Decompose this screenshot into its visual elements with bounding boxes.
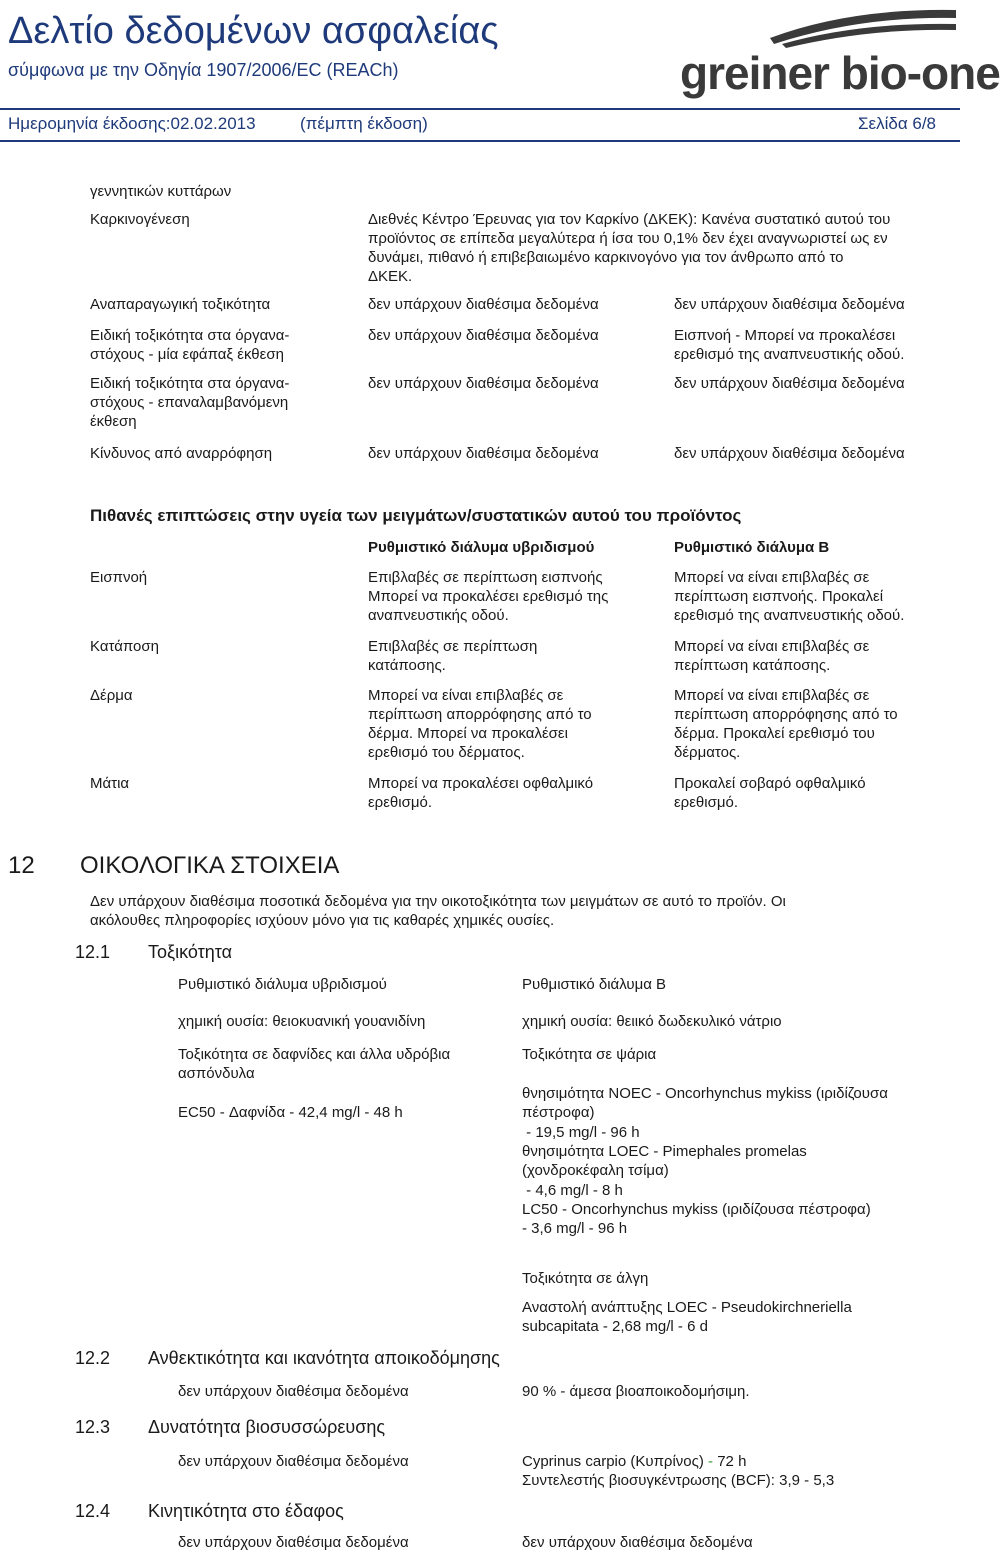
- fish-line: θνησιμότητα NOEC - Oncorhynchus mykiss (ιριδίζουσα: [522, 1085, 888, 1102]
- mobility-col2: δεν υπάρχουν διαθέσιμα δεδομένα: [522, 1534, 753, 1551]
- health-cell: Προκαλεί σοβαρό οφθαλμικό: [674, 775, 866, 792]
- daphnia-ec50: EC50 - Δαφνίδα - 42,4 mg/l - 48 h: [178, 1104, 403, 1121]
- page-number: Σελίδα 6/8: [858, 114, 937, 133]
- health-row-label: Κατάποση: [90, 638, 159, 655]
- edition: (πέμπτη έκδοση): [300, 114, 428, 133]
- health-cell: περίπτωση εισπνοής. Προκαλεί: [674, 588, 884, 605]
- stot-single-label: Ειδική τοξικότητα στα όργανα-: [90, 327, 290, 344]
- subsection-title: Τοξικότητα: [148, 942, 233, 962]
- health-cell: Επιβλαβές σε περίπτωση εισπνοής: [368, 569, 603, 586]
- aspiration-col2: δεν υπάρχουν διαθέσιμα δεδομένα: [674, 445, 905, 462]
- health-col1-header: Ρυθμιστικό διάλυμα υβριδισμού: [368, 539, 595, 556]
- health-row-label: Μάτια: [90, 775, 130, 792]
- stot-single-label: στόχους - μία εφάπαξ έκθεση: [90, 346, 284, 363]
- algae-line: Αναστολή ανάπτυξης LOEC - Pseudokirchneriella: [522, 1299, 852, 1316]
- stot-repeated-col1: δεν υπάρχουν διαθέσιμα δεδομένα: [368, 375, 599, 392]
- fish-line: (χονδροκέφαλη τσίμα): [522, 1162, 669, 1179]
- fish-line: - 19,5 mg/l - 96 h: [522, 1124, 640, 1141]
- mobility-col1: δεν υπάρχουν διαθέσιμα δεδομένα: [178, 1534, 409, 1551]
- health-cell: περίπτωση απορρόφησης από το: [368, 706, 592, 723]
- health-cell: δέρμα. Μπορεί να προκαλέσει: [368, 725, 568, 742]
- health-cell: αναπνευστικής οδού.: [368, 607, 509, 624]
- health-cell: Μπορεί να είναι επιβλαβές σε: [368, 687, 564, 704]
- stot-single-col1: δεν υπάρχουν διαθέσιμα δεδομένα: [368, 327, 599, 344]
- stot-repeated-col2: δεν υπάρχουν διαθέσιμα δεδομένα: [674, 375, 905, 392]
- stot-single-col2: Εισπνοή - Μπορεί να προκαλέσει: [674, 327, 896, 344]
- health-cell: ερεθισμό του δέρματος.: [368, 744, 525, 761]
- fish-title: Τοξικότητα σε ψάρια: [522, 1046, 657, 1063]
- health-cell: Μπορεί να προκαλέσει ερεθισμό της: [368, 588, 609, 605]
- subsection-title: Κινητικότητα στο έδαφος: [148, 1501, 344, 1521]
- health-cell: περίπτωση κατάποσης.: [674, 657, 831, 674]
- health-cell: Μπορεί να προκαλέσει οφθαλμικό: [368, 775, 594, 792]
- eco-col2-header: Ρυθμιστικό διάλυμα B: [522, 976, 667, 993]
- carcinogenicity-text: δυνάμει, πιθανό ή επιβεβαιωμένο καρκινογόνο για τον άνθρωπο από το: [368, 249, 844, 266]
- fish-line: πέστροφα): [522, 1104, 595, 1121]
- subsection-number: 12.4: [75, 1501, 111, 1521]
- eco-col1-header: Ρυθμιστικό διάλυμα υβριδισμού: [178, 976, 387, 993]
- daphnia-title: ασπόνδυλα: [178, 1065, 255, 1082]
- carcinogenicity-text: Διεθνές Κέντρο Έρευνας για τον Καρκίνο (ΔΚΕΚ): Κανένα συστατικό αυτού του: [368, 211, 891, 228]
- health-cell: περίπτωση απορρόφησης από το: [674, 706, 898, 723]
- section-number: 12: [8, 852, 35, 879]
- bcf-value: Συντελεστής βιοσυγκέντρωσης (BCF): 3,9 - 5,3: [522, 1472, 835, 1489]
- reproductive-col2: δεν υπάρχουν διαθέσιμα δεδομένα: [674, 296, 905, 313]
- health-effects-heading: Πιθανές επιπτώσεις στην υγεία των μειγμάτων/συστατικών αυτού του προϊόντος: [90, 506, 742, 525]
- algae-line: subcapitata - 2,68 mg/l - 6 d: [522, 1318, 708, 1335]
- health-cell: δέρματος.: [674, 744, 741, 761]
- health-cell: δέρμα. Προκαλεί ερεθισμό του: [674, 725, 875, 742]
- reproductive-col1: δεν υπάρχουν διαθέσιμα δεδομένα: [368, 296, 599, 313]
- bioaccumulation-col2: [522, 1452, 746, 1471]
- stot-single-col2: ερεθισμό της αναπνευστικής οδού.: [674, 346, 905, 363]
- aspiration-label: Κίνδυνος από αναρρόφηση: [90, 445, 273, 462]
- carcinogenicity-label: Καρκινογένεση: [90, 211, 190, 228]
- section-intro: ακόλουθες πληροφορίες ισχύουν μόνο για τις καθαρές χημικές ουσίες.: [90, 912, 555, 929]
- fish-line: LC50 - Oncorhynchus mykiss (ιριδίζουσα πέστροφα): [522, 1201, 871, 1218]
- stot-repeated-label: Ειδική τοξικότητα στα όργανα-: [90, 375, 290, 392]
- stot-repeated-label: έκθεση: [90, 413, 137, 430]
- health-row-label: Δέρμα: [90, 687, 133, 704]
- health-cell: ερεθισμό της αναπνευστικής οδού.: [674, 607, 905, 624]
- fish-line: - 4,6 mg/l - 8 h: [522, 1182, 623, 1199]
- exposure-time: 72 h: [717, 1453, 747, 1470]
- carcinogenicity-text: προϊόντος σε επίπεδα μεγαλύτερα ή ίσα του 0,1% δεν έχει αναγνωριστεί ως εν: [368, 230, 888, 247]
- greiner-logo: [760, 4, 960, 48]
- health-cell: ερεθισμό.: [674, 794, 738, 811]
- subsection-title: Δυνατότητα βιοσυσσώρευσης: [148, 1417, 386, 1437]
- document-title: Δελτίο δεδομένων ασφαλείας: [8, 10, 499, 52]
- section-intro: Δεν υπάρχουν διαθέσιμα ποσοτικά δεδομένα για την οικοτοξικότητα των μειγμάτων σε αυτό το προϊόν. Οι: [90, 893, 786, 910]
- daphnia-title: Τοξικότητα σε δαφνίδες και άλλα υδρόβια: [178, 1046, 451, 1063]
- health-cell: Μπορεί να είναι επιβλαβές σε: [674, 638, 870, 655]
- persistence-col1: δεν υπάρχουν διαθέσιμα δεδομένα: [178, 1383, 409, 1400]
- health-col2-header: Ρυθμιστικό διάλυμα B: [674, 539, 830, 556]
- subsection-number: 12.3: [75, 1417, 111, 1437]
- health-row-label: Εισπνοή: [90, 569, 148, 586]
- section-title: ΟΙΚΟΛΟΓΙΚΑ ΣΤΟΙΧΕΙΑ: [80, 852, 340, 879]
- bioaccumulation-col1: δεν υπάρχουν διαθέσιμα δεδομένα: [178, 1453, 409, 1470]
- logo-wordmark: greiner bio-one: [680, 47, 1000, 99]
- document-subtitle: σύμφωνα με την Οδηγία 1907/2006/EC (REACh): [8, 60, 399, 80]
- health-cell: Μπορεί να είναι επιβλαβές σε: [674, 687, 870, 704]
- fish-line: θνησιμότητα LOEC - Pimephales promelas: [522, 1143, 807, 1160]
- algae-title: Τοξικότητα σε άλγη: [522, 1270, 649, 1287]
- header-rule-bottom: [0, 140, 960, 142]
- stot-repeated-label: στόχους - επαναλαμβανόμενη: [90, 394, 289, 411]
- subsection-title: Ανθεκτικότητα και ικανότητα αποικοδόμησης: [148, 1348, 500, 1368]
- subsection-number: 12.1: [75, 942, 111, 962]
- aspiration-col1: δεν υπάρχουν διαθέσιμα δεδομένα: [368, 445, 599, 462]
- fish-line: - 3,6 mg/l - 96 h: [522, 1220, 628, 1237]
- health-cell: ερεθισμό.: [368, 794, 432, 811]
- eco-col1-substance: χημική ουσία: θειοκυανική γουανιδίνη: [178, 1013, 426, 1030]
- carcinogenicity-text: ΔΚΕΚ.: [368, 268, 413, 285]
- health-cell: Επιβλαβές σε περίπτωση: [368, 638, 538, 655]
- carry-over-text: γεννητικών κυττάρων: [90, 183, 232, 200]
- health-cell: κατάποσης.: [368, 657, 446, 674]
- subsection-number: 12.2: [75, 1348, 111, 1368]
- reproductive-label: Αναπαραγωγική τοξικότητα: [90, 296, 271, 313]
- issue-date: Ημερομηνία έκδοσης:02.02.2013: [8, 114, 256, 133]
- header-rule: [0, 108, 960, 110]
- green-dash: -: [703, 1453, 718, 1470]
- species-name: Cyprinus carpio (Κυπρίνος): [522, 1453, 704, 1470]
- logo-swoosh-icon: [760, 4, 960, 48]
- eco-col2-substance: χημική ουσία: θειικό δωδεκυλικό νάτριο: [522, 1013, 782, 1030]
- persistence-col2: 90 % - άμεσα βιοαποικοδομήσιμη.: [522, 1383, 750, 1400]
- health-cell: Μπορεί να είναι επιβλαβές σε: [674, 569, 870, 586]
